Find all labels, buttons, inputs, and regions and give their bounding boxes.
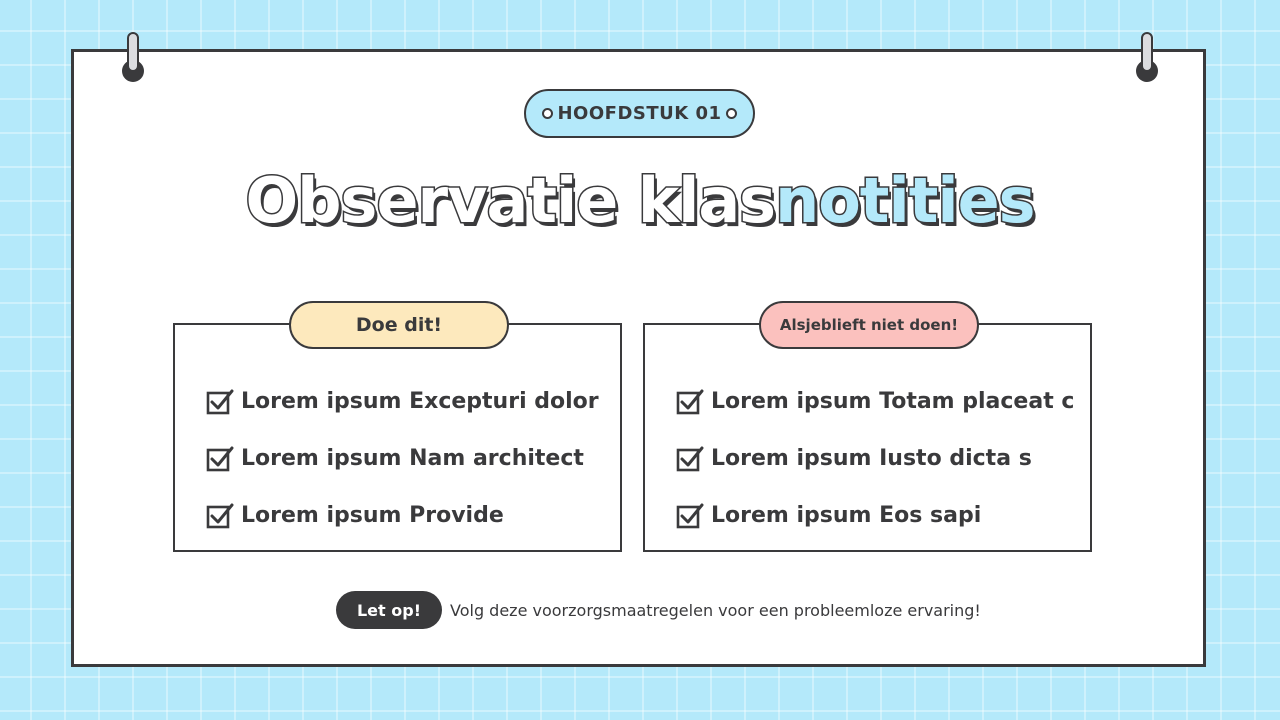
dot-icon bbox=[726, 108, 737, 119]
do-card bbox=[173, 314, 622, 552]
list-item bbox=[205, 373, 599, 430]
chapter-badge bbox=[524, 89, 755, 138]
do-card-label: Doe dit! bbox=[289, 301, 509, 349]
page-title bbox=[0, 165, 1280, 237]
title-part-2: notities bbox=[775, 164, 1035, 237]
list-item bbox=[205, 487, 599, 544]
checkbox-check-icon bbox=[675, 501, 705, 531]
list-item bbox=[675, 430, 1074, 487]
dont-card-label: Alsjeblieft niet doen! bbox=[759, 301, 979, 349]
list-item-text: Lorem ipsum Totam placeat c bbox=[711, 389, 1075, 414]
checkbox-check-icon bbox=[675, 444, 705, 474]
checkbox-check-icon bbox=[675, 387, 705, 417]
dont-list bbox=[675, 373, 1074, 544]
checkbox-check-icon bbox=[205, 387, 235, 417]
list-item-text: Lorem ipsum Nam architect bbox=[241, 446, 584, 471]
binder-clip-icon-left bbox=[121, 32, 145, 84]
list-item-text: Lorem ipsum Provide bbox=[241, 503, 504, 528]
footer-note bbox=[336, 591, 981, 629]
checkbox-check-icon bbox=[205, 444, 235, 474]
chapter-label: HOOFDSTUK 01 bbox=[557, 103, 722, 124]
let-op-button[interactable]: Let op! bbox=[336, 591, 442, 629]
do-list bbox=[205, 373, 599, 544]
list-item bbox=[675, 373, 1074, 430]
binder-clip-icon-right bbox=[1135, 32, 1159, 84]
list-item-text: Lorem ipsum Eos sapi bbox=[711, 503, 982, 528]
list-item-text: Lorem ipsum Iusto dicta s bbox=[711, 446, 1032, 471]
dont-card bbox=[643, 316, 1092, 552]
list-item bbox=[675, 487, 1074, 544]
title-part-1: Observatie klas bbox=[245, 164, 776, 237]
checkbox-check-icon bbox=[205, 501, 235, 531]
list-item bbox=[205, 430, 599, 487]
footer-note-text: Volg deze voorzorgsmaatregelen voor een probleemloze ervaring! bbox=[450, 600, 981, 620]
list-item-text: Lorem ipsum Excepturi dolor bbox=[241, 389, 599, 414]
dot-icon bbox=[542, 108, 553, 119]
